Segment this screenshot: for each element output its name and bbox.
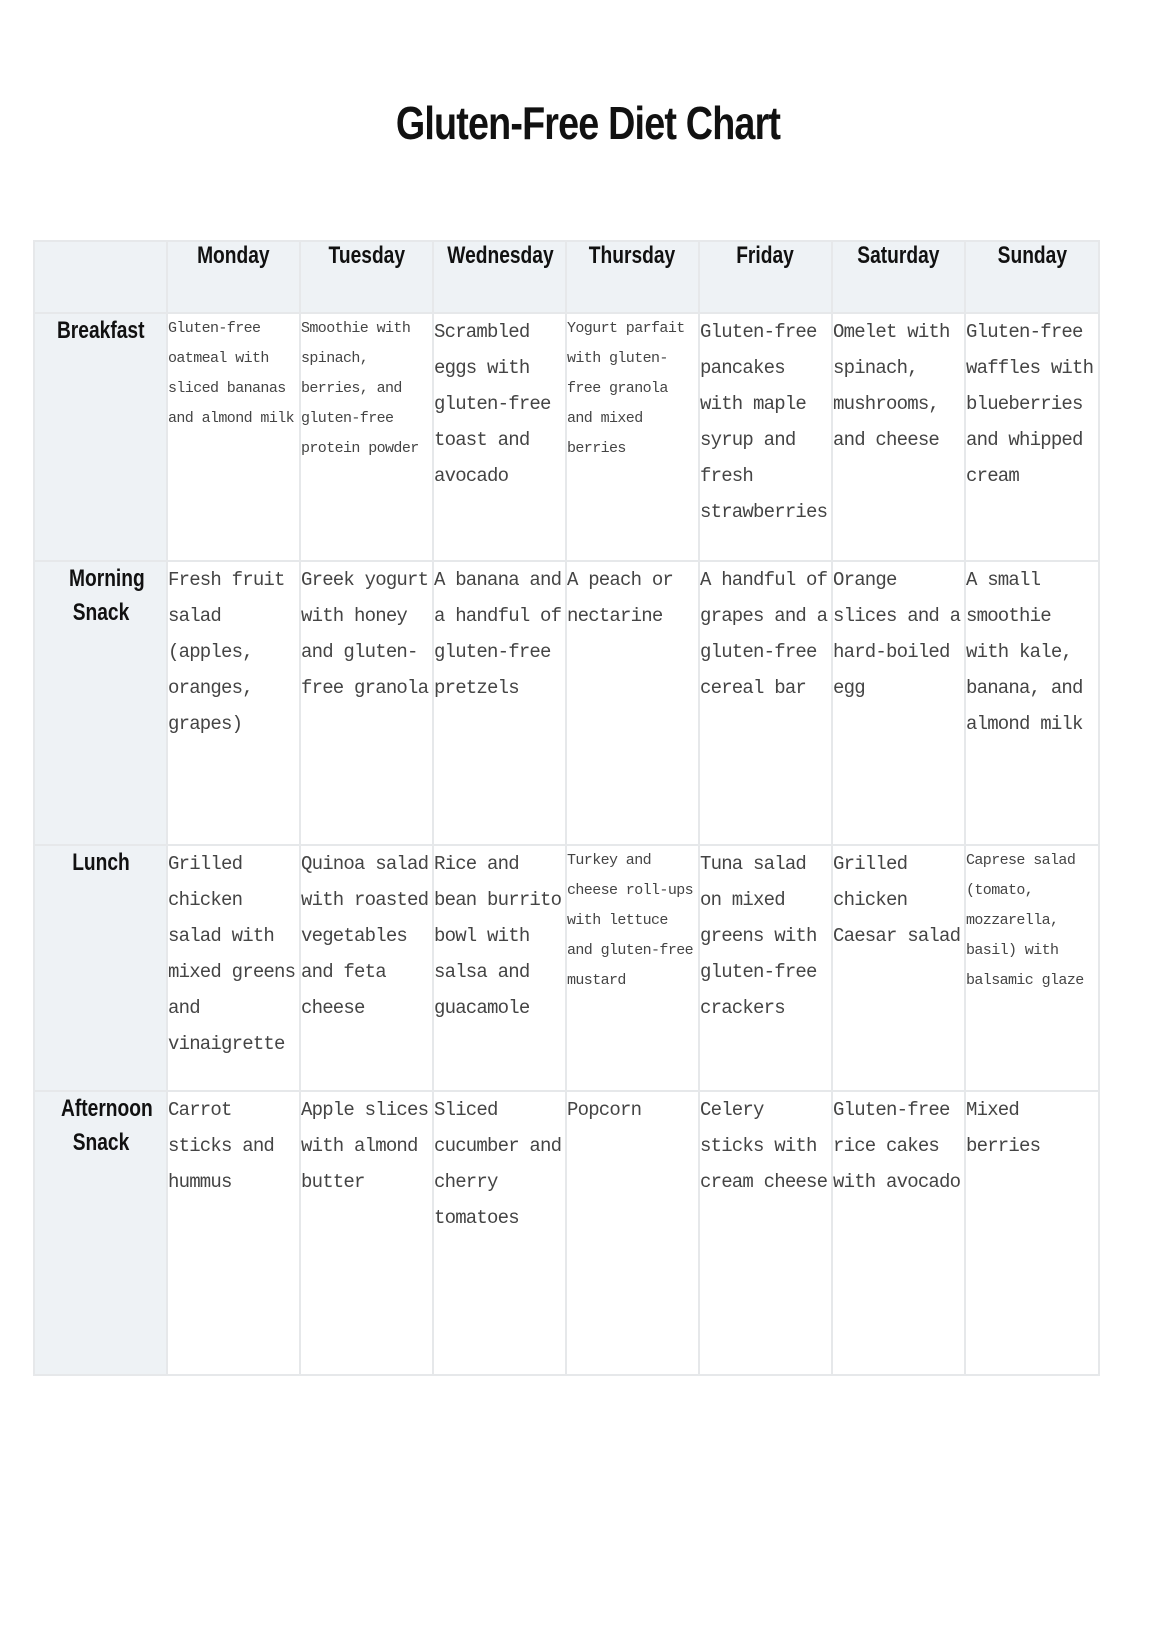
corner-cell	[34, 241, 167, 313]
table-cell: Grilled chicken salad with mixed greens and vinaigrette	[167, 845, 300, 1091]
table-cell: Grilled chicken Caesar salad	[832, 845, 965, 1091]
table-cell: Orange slices and a hard-boiled egg	[832, 561, 965, 845]
meal-label-lunch: Lunch	[34, 845, 167, 1091]
table-cell: Popcorn	[566, 1091, 699, 1375]
table-cell: Gluten-free pancakes with maple syrup and fresh strawberries	[699, 313, 832, 561]
table-cell: Gluten-free oatmeal with sliced bananas and almond milk	[167, 313, 300, 561]
table-cell: Tuna salad on mixed greens with gluten-free crackers	[699, 845, 832, 1091]
table-cell: Mixed berries	[965, 1091, 1099, 1375]
table-cell: Rice and bean burrito bowl with salsa and guacamole	[433, 845, 566, 1091]
table-cell: Omelet with spinach, mushrooms, and cheese	[832, 313, 965, 561]
table-cell: Carrot sticks and hummus	[167, 1091, 300, 1375]
day-header-friday: Friday	[699, 241, 832, 313]
table-cell: Apple slices with almond butter	[300, 1091, 433, 1375]
table-cell: Quinoa salad with roasted vegetables and feta cheese	[300, 845, 433, 1091]
table-row-afternoon-snack	[34, 1091, 1099, 1375]
table-cell: Yogurt parfait with gluten-free granola and mixed berries	[566, 313, 699, 561]
day-header-sunday: Sunday	[965, 241, 1099, 313]
diet-chart-table	[33, 240, 1100, 1376]
table-cell: Greek yogurt with honey and gluten-free granola	[300, 561, 433, 845]
table-cell: Scrambled eggs with gluten-free toast and avocado	[433, 313, 566, 561]
header-row	[34, 241, 1099, 313]
table-cell: A banana and a handful of gluten-free pretzels	[433, 561, 566, 845]
table-cell: Gluten-free waffles with blueberries and whipped cream	[965, 313, 1099, 561]
table-cell: A handful of grapes and a gluten-free cereal bar	[699, 561, 832, 845]
table-cell: Sliced cucumber and cherry tomatoes	[433, 1091, 566, 1375]
table-row-morning-snack	[34, 561, 1099, 845]
table-row-breakfast	[34, 313, 1099, 561]
table-cell: Gluten-free rice cakes with avocado	[832, 1091, 965, 1375]
table-cell: Fresh fruit salad (apples, oranges, grapes)	[167, 561, 300, 845]
day-header-monday: Monday	[167, 241, 300, 313]
day-header-wednesday: Wednesday	[433, 241, 566, 313]
table-cell: Caprese salad (tomato, mozzarella, basil) with balsamic glaze	[965, 845, 1099, 1091]
meal-label-afternoon-snack: Afternoon Snack	[34, 1091, 167, 1375]
day-header-thursday: Thursday	[566, 241, 699, 313]
table-cell: Turkey and cheese roll-ups with lettuce and gluten-free mustard	[566, 845, 699, 1091]
meal-label-breakfast: Breakfast	[34, 313, 167, 561]
day-header-tuesday: Tuesday	[300, 241, 433, 313]
table-cell: A peach or nectarine	[566, 561, 699, 845]
meal-label-morning-snack: Morning Snack	[34, 561, 167, 845]
table-row-lunch	[34, 845, 1099, 1091]
page-title: Gluten-Free Diet Chart	[395, 97, 781, 149]
day-header-saturday: Saturday	[832, 241, 965, 313]
table-cell: A small smoothie with kale, banana, and almond milk	[965, 561, 1099, 845]
table-cell: Smoothie with spinach, berries, and gluten-free protein powder	[300, 313, 433, 561]
table-cell: Celery sticks with cream cheese	[699, 1091, 832, 1375]
